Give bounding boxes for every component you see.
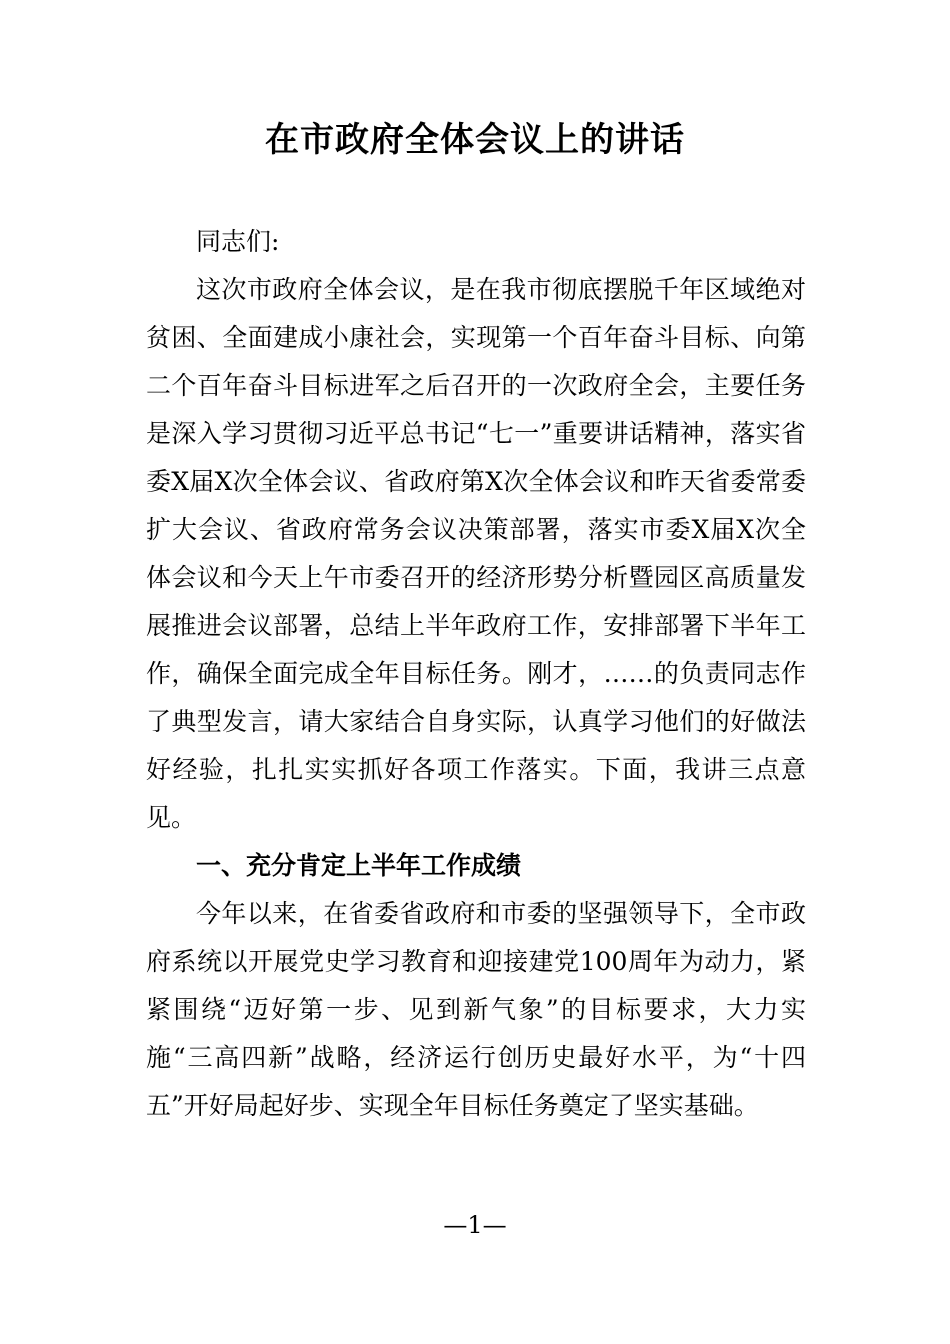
- page-number: —1—: [443, 1211, 507, 1239]
- intro-paragraph: 这次市政府全体会议，是在我市彻底摆脱千年区域绝对贫困、全面建成小康社会，实现第一个百年奋斗目标、向第二个百年奋斗目标进军之后召开的一次政府全会，主要任务是深入学习贯彻习近平总书记“七一”重要讲话精神，落实省委X届X次全体会议、省政府第X次全体会议和昨天省委常委扩大会议、省政府常务会议决策部署，落实市委X届X次全体会议和今天上午市委召开的经济形势分析暨园区高质量发展推进会议部署，总结上半年政府工作，安排部署下半年工作，确保全面完成全年目标任务。刚才，……的负责同志作了典型发言，请大家结合自身实际，认真学习他们的好做法好经验，扎扎实实抓好各项工作落实。下面，我讲三点意见。: [146, 275, 806, 832]
- greeting: 同志们:: [196, 227, 280, 256]
- section-heading: 一、充分肯定上半年工作成绩: [196, 851, 522, 880]
- section-paragraph: 今年以来，在省委省政府和市委的坚强领导下，全市政府系统以开展党史学习教育和迎接建党100周年为动力，紧紧围绕“迈好第一步、见到新气象”的目标要求，大力实施“三高四新”战略，经济运行创历史最好水平，为“十四五”开好局起好步、实现全年目标任务奠定了坚实基础。: [146, 899, 806, 1120]
- document-title: 在市政府全体会议上的讲话: [265, 120, 685, 160]
- document-body: [146, 218, 806, 1130]
